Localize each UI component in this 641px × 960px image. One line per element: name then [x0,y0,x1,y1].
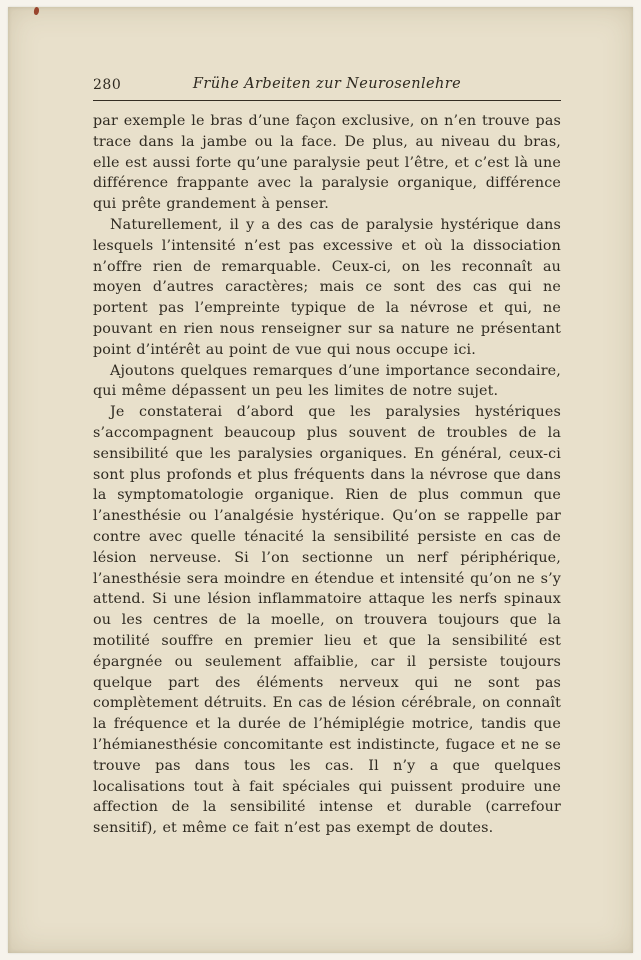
scan-artifact [33,7,40,16]
paragraph: Naturellement, il y a des cas de paralysie hystérique dans lesquels l’intensité n’est pas excessive et où la dissociation n’offre rien de remarquable. Ceux-ci, on les reconnaît au moyen d’autres caractères; mais ce sont des cas qui ne portent pas l’empreinte typique de la névrose et qui, ne pouvant en rien nous renseigner sur sa nature ne présentant point d’intérêt au point de vue qui nous occupe ici. [93,216,561,358]
header-rule [93,100,561,101]
paragraph: Ajoutons quelques remarques d’une importance secondaire, qui même dépassent un peu les limites de notre sujet. [93,362,561,400]
paragraph: par exemple le bras d’une façon exclusive, on n’en trouve pas trace dans la jambe ou la face. De plus, au niveau du bras, elle est aussi forte qu’une paralysie peut l’être, et c’est là une différence frappante avec la paralysie organique, différence qui prête grandement à penser. [93,113,561,213]
page-number: 280 [93,77,122,93]
scanned-book-page [8,7,633,953]
page-header [93,76,561,96]
paragraph: Je constaterai d’abord que les paralysies hystériques s’accompagnent beaucoup plus souvent de troubles de la sensibilité que les paralysies organiques. En général, ceux-ci sont plus profonds et plus fréquents dans la névrose que dans la symptomatologie organique. Rien de plus commun que l’anesthésie ou l’analgésie hystérique. Qu’on se rappelle par contre avec quelle ténacité la sensibilité persiste en cas de lésion nerveuse. Si l’on sectionne un nerf périphérique, l’anesthésie sera moindre en étendue et intensité qu’on ne s’y attend. Si une lésion inflammatoire attaque les nerfs spinaux ou les centres de la moelle, on trouvera toujours que la motilité souffre en premier lieu et que la sensibilité est épargnée ou seulement affaiblie, car il persiste toujours quelque part des éléments nerveux qui ne sont pas complètement détruits. En cas de lésion cérébrale, on connaît la fréquence et la durée de l’hémiplégie motrice, tandis que l’hémianesthésie concomitante est indistincte, fugace et ne se trouve pas dans tous les cas. Il n’y a que quelques localisations tout à fait spéciales qui puissent produire une affection de la sensibilité intense et durable (carrefour sensitif), et même ce fait n’est pas exempt de doutes. [93,404,561,837]
running-title: Frühe Arbeiten zur Neurosenlehre [192,76,462,92]
text-block [93,111,561,839]
page-content [93,76,561,839]
